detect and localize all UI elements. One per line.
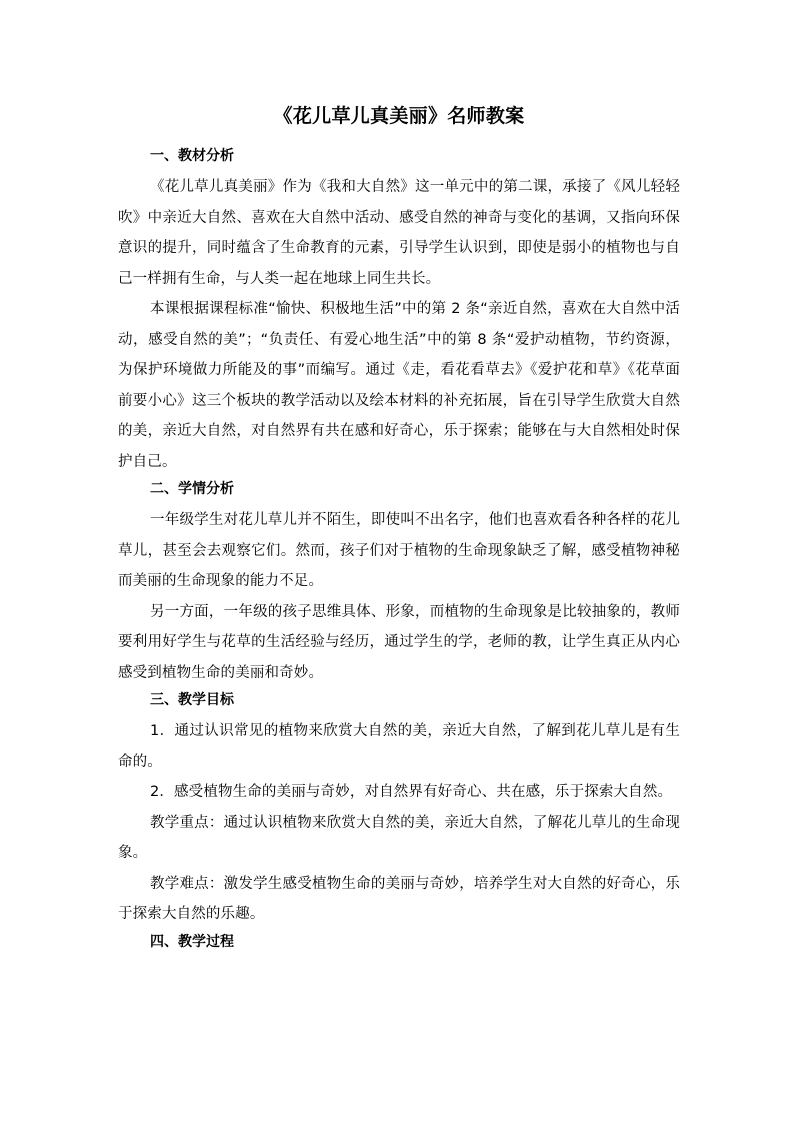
paragraph: 另一方面，一年级的孩子思维具体、形象，而植物的生命现象是比较抽象的，教师要利用好学生与花草的生活经验与经历，通过学生的学，老师的教，让学生真正从内心感受到植物生命的美丽和奇妙。	[118, 603, 680, 681]
section-teaching-process	[118, 930, 680, 954]
section-student-analysis	[118, 477, 680, 688]
paragraph: 1．通过认识常见的植物来欣赏大自然的美，亲近大自然，了解到花儿草儿是有生命的。	[118, 723, 680, 770]
page-title: 《花儿草儿真美丽》名师教案	[273, 105, 525, 127]
section-teaching-goals	[118, 688, 680, 930]
paragraph: 2．感受植物生命的美丽与奇妙，对自然界有好奇心、共在感，乐于探索大自然。	[150, 784, 673, 800]
paragraph: 《花儿草儿真美丽》作为《我和大自然》这一单元中的第二课，承接了《风儿轻轻吹》中亲近大自然、喜欢在大自然中活动、感受自然的神奇与变化的基调，又指向环保意识的提升，同时蕴含了生命教育的元素，引导学生认识到，即使是弱小的植物也与自己一样拥有生命，与人类一起在地球上同生共长。	[118, 179, 680, 287]
section-heading: 四、教学过程	[150, 933, 234, 950]
paragraph: 教学难点：激发学生感受植物生命的美丽与奇妙，培养学生对大自然的好奇心，乐于探索大自然的乐趣。	[118, 875, 680, 922]
section-heading: 三、教学目标	[150, 692, 234, 708]
section-heading: 一、教材分析	[150, 148, 234, 164]
paragraph: 本课根据课程标准“愉快、积极地生活”中的第 2 条“亲近自然，喜欢在大自然中活动，感受自然的美”；“负责任、有爱心地生活”中的第 8 条“爱护动植物，节约资源，为保护环境做力所能及的事”而编写。通过《走，看花看草去》《爱护花和草》《花草面前要小心》这三个板块的教学活动以及绘本材料的补充拓展，旨在引导学生欣赏大自然的美，亲近大自然，对自然界有共在感和好奇心，乐于探索；能够在与大自然相处时保护自己。	[118, 301, 680, 470]
paragraph: 教学重点：通过认识植物来欣赏大自然的美，亲近大自然，了解花儿草儿的生命现象。	[118, 814, 680, 861]
paragraph: 一年级学生对花儿草儿并不陌生，即使叫不出名字，他们也喜欢看各种各样的花儿草儿，甚至会去观察它们。然而，孩子们对于植物的生命现象缺乏了解，感受植物神秘而美丽的生命现象的能力不足。	[118, 512, 680, 589]
section-heading: 二、学情分析	[150, 481, 234, 497]
section-textbook-analysis	[118, 144, 680, 477]
document-page	[118, 102, 680, 958]
